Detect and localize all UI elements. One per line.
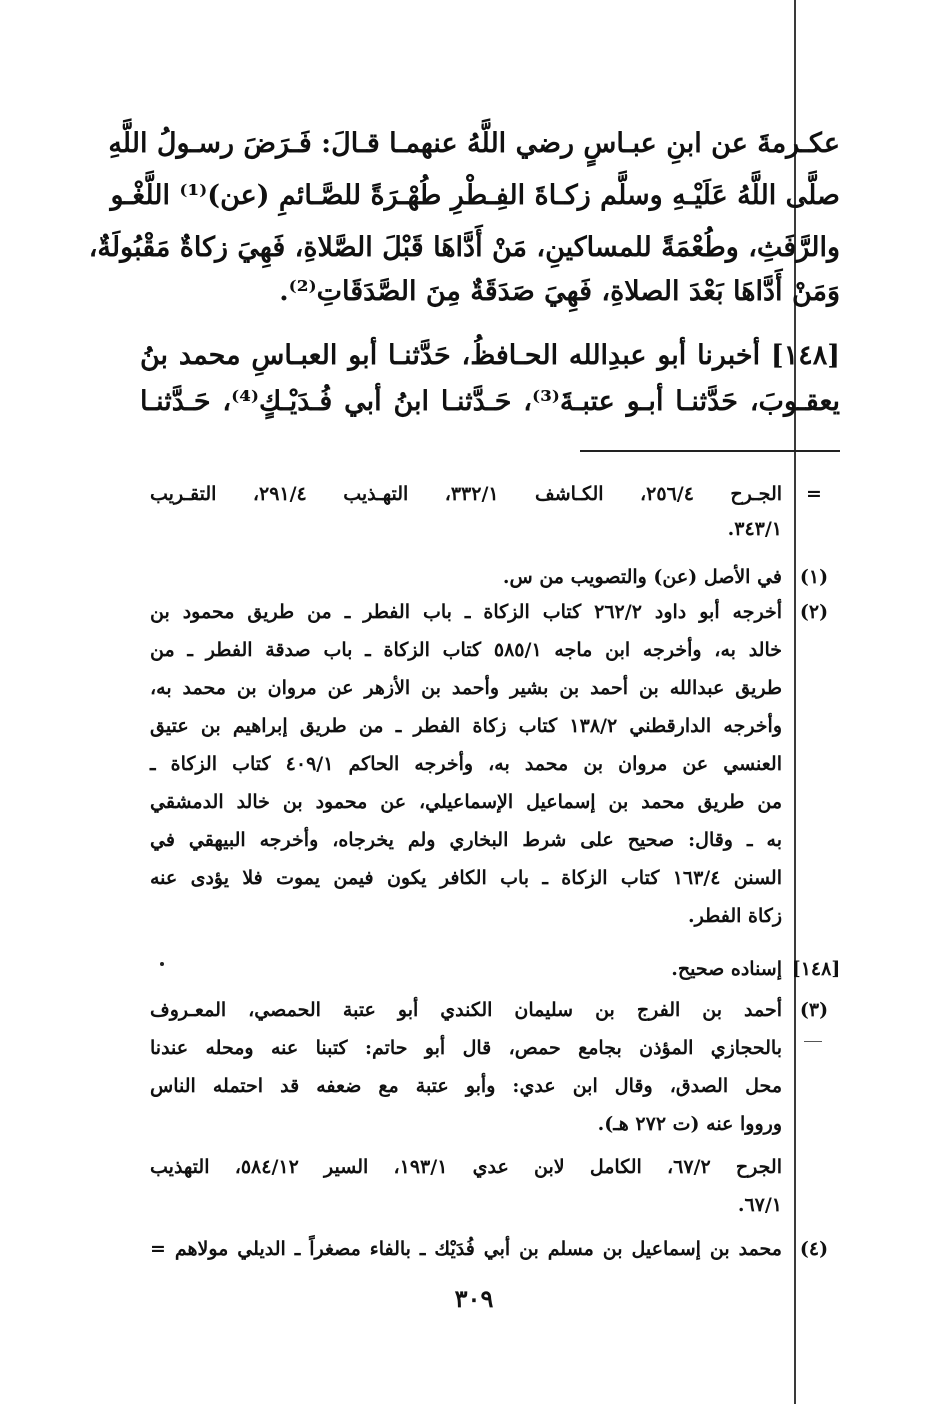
footnote-3-line bbox=[150, 1107, 840, 1142]
footnote-line: في الأصل (عن) والتصويب من س. bbox=[502, 566, 782, 588]
footnote-line: إسناده صحيح. bbox=[671, 958, 782, 980]
footnote-line: ورووا عنه (ت ٢٧٢ هـ). bbox=[597, 1113, 782, 1135]
footnote-2-line bbox=[150, 671, 840, 706]
footnote-line: الجـرح ٢٥٦/٤، الكـاشف ٣٣٢/١، التهـذيب ٢٩١/٤، التقـريب bbox=[150, 483, 783, 505]
body-line-4: وَمَنْ أَدَّاهَا بَعْدَ الصلاةِ، فَهِيَ صَدَقَةٌ مِنَ الصَّدَقَاتِ⁽²⁾. bbox=[279, 276, 840, 307]
footnote-3-line bbox=[150, 1150, 840, 1185]
footnote-marker: (٣) bbox=[799, 999, 829, 1021]
footnote-line: الجرح ٦٧/٢، الكامل لابن عدي ١٩٣/١، السير ٥٨٤/١٢، التهذيب bbox=[150, 1156, 782, 1178]
footnote-line: وأخرجه الدارقطني ١٣٨/٢ كتاب زكاة الفطر ـ من طريق إبراهيم بن عتيق bbox=[150, 715, 782, 737]
page-number: ٣٠٩ bbox=[454, 1284, 494, 1313]
footnote-line: ٦٧/١. bbox=[737, 1194, 782, 1216]
footnote-line: زكاة الفطر. bbox=[688, 905, 782, 927]
footnote-line: أخرجه أبو داود ٢٦٢/٢ كتاب الزكاة ـ باب الفطر ـ من طريق محمود بن bbox=[150, 601, 783, 623]
footnote-line: محمد بن إسماعيل بن مسلم بن أبي فُدَيْك ـ بالفاء مصغراً ـ الديلي مولاهم = bbox=[150, 1238, 782, 1260]
footnote-line: ٣٤٣/١. bbox=[727, 518, 782, 540]
footnote-line: من طريق محمد بن إسماعيل الإسماعيلي، عن محمود بن خالد الدمشقي bbox=[150, 791, 782, 813]
footnote-3 bbox=[150, 993, 840, 1028]
footnote-marker: [١٤٨] bbox=[791, 958, 841, 980]
footnote-2-line bbox=[150, 709, 840, 744]
stray-dot bbox=[160, 962, 164, 966]
footnote-marker: (٢) bbox=[799, 601, 829, 623]
footnote-2-line bbox=[150, 899, 840, 934]
footnote-2-line bbox=[150, 861, 840, 896]
footnote-line: خالد به، وأخرجه ابن ماجه ٥٨٥/١ كتاب الزكاة ـ باب صدقة الفطر ـ من bbox=[150, 639, 782, 661]
footnote-2-line bbox=[150, 823, 840, 858]
footnote-marker: = bbox=[806, 483, 822, 505]
footnote-marker: (٤) bbox=[799, 1238, 829, 1260]
footnote-3-line bbox=[150, 1031, 840, 1066]
footnote-line: أحمد بن الفرج بن سليمان الكندي أبو عتبة الحمصي، المعـروف bbox=[150, 999, 782, 1021]
footnote-2 bbox=[150, 595, 840, 630]
footnote-marker: (١) bbox=[799, 566, 829, 588]
body-line-6: يعقـوبَ، حَدَّثنـا أبـو عتبـةَ⁽³⁾، حَـدَّثنـا ابنُ أبي فُـدَيْـكٍ⁽⁴⁾، حَـدَّثنـا bbox=[140, 386, 841, 417]
footnote-continuation bbox=[150, 512, 840, 547]
footnote-line: بالحجازي المؤذن بجامع حمص، قال أبو حاتم: كتبنا عنه ومحله عندنا bbox=[150, 1037, 782, 1059]
footnote-148 bbox=[150, 952, 840, 987]
footnote-continuation bbox=[150, 477, 840, 512]
body-line-3: والرَّفَثِ، وطُعْمَةً للمساكينِ، مَنْ أَدَّاهَا قَبْلَ الصَّلاةِ، فَهِيَ زكاةٌ مَقْبُولَةٌ، bbox=[88, 232, 840, 263]
footnote-3-line bbox=[150, 1069, 840, 1104]
footnote-line: السنن ١٦٣/٤ كتاب الزكاة ـ باب الكافر يكون فيمن يموت فلا يؤدى عنه bbox=[150, 867, 782, 889]
body-line-1: عكـرمةَ عن ابنِ عبـاسٍ رضي اللَّهُ عنهمـا قـالَ: فَـرَضَ رسـولُ اللَّهِ bbox=[108, 128, 840, 159]
footnote-2-line bbox=[150, 633, 840, 668]
footnote-4 bbox=[150, 1232, 840, 1267]
footnote-2-line bbox=[150, 747, 840, 782]
footnote-line: محل الصدق، وقال ابن عدي: وأبو عتبة مع ضعفه قد احتمله الناس bbox=[150, 1075, 782, 1097]
footnote-line: طريق عبدالله بن أحمد بن بشير وأحمد بن الأزهر عن مروان بن محمد به، bbox=[150, 677, 782, 699]
footnote-line: به ـ وقال: صحيح على شرط البخاري ولم يخرجاه، وأخرجه البيهقي في bbox=[150, 829, 782, 851]
footnote-2-line bbox=[150, 785, 840, 820]
body-line-2: صلَّى اللَّهُ عَلَيْـهِ وسلَّم زكـاةَ الفِـطْرِ طُهْـرَةً للصَّـائمِ (عن)⁽¹⁾ اللَّغْـو bbox=[110, 180, 840, 211]
footnote-line: العنسي عن مروان بن محمد به، وأخرجه الحاكم ٤٠٩/١ كتاب الزكاة ـ bbox=[150, 753, 782, 775]
footnote-separator bbox=[580, 450, 840, 452]
footnote-3-line bbox=[150, 1188, 840, 1223]
body-line-5: [١٤٨] أخبرنا أبو عبدِالله الحـافظُ، حَدَّثنـا أبو العبـاسِ محمد بنُ bbox=[140, 340, 840, 371]
footnote-1 bbox=[150, 560, 840, 595]
